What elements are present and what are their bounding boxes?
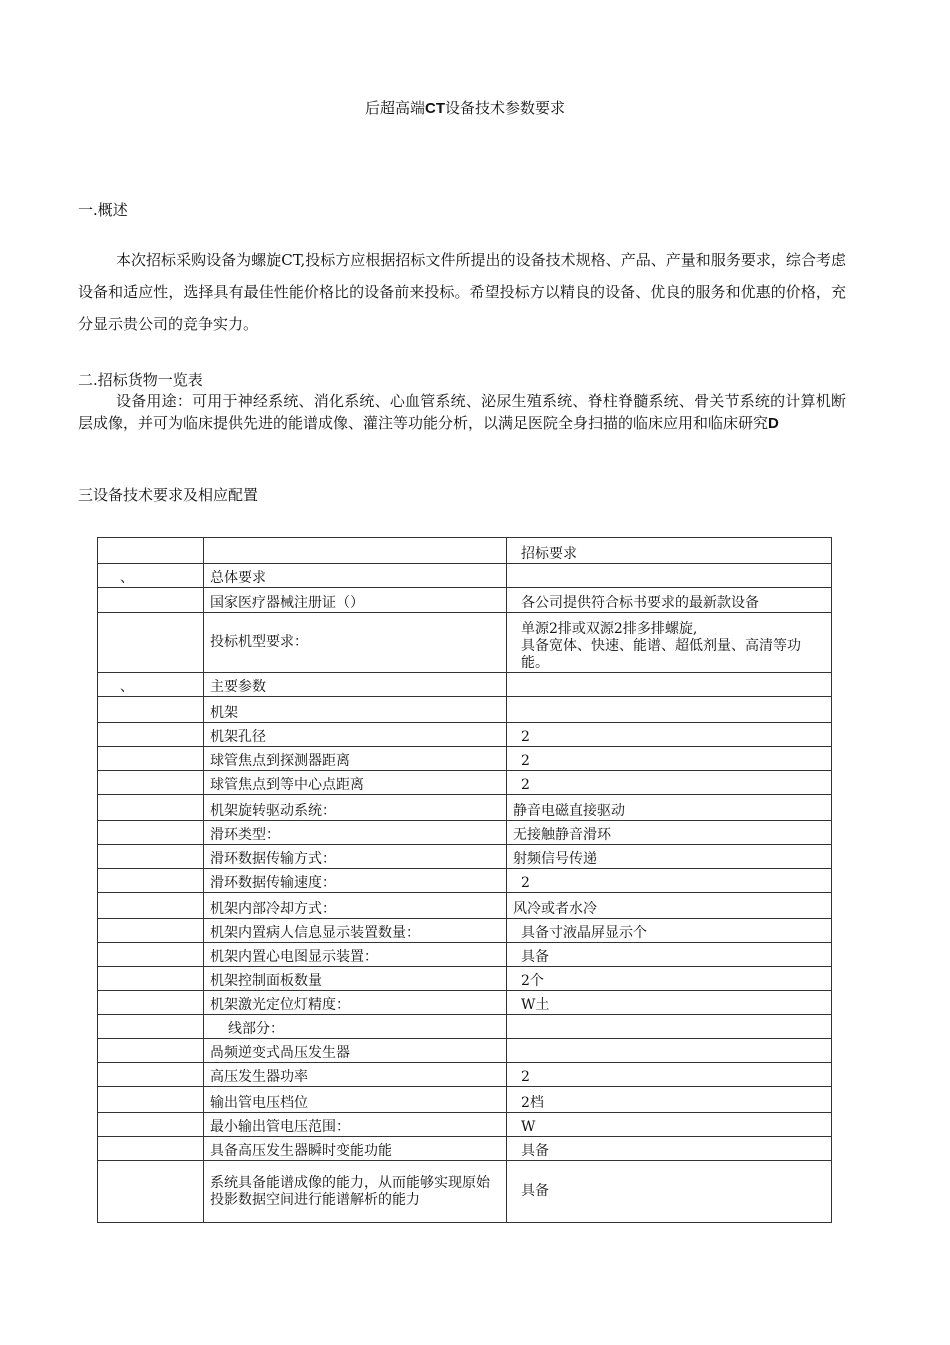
table-cell-marker bbox=[98, 919, 204, 943]
table-cell-marker bbox=[98, 697, 204, 723]
table-cell-marker bbox=[98, 1087, 204, 1113]
table-cell-item: 滑环数据传输方式： bbox=[204, 845, 507, 869]
table-cell-item: 系统具备能谱成像的能力，从而能够实现原始投影数据空间进行能谱解析的能力 bbox=[204, 1161, 507, 1223]
table-cell-marker: 、 bbox=[98, 564, 204, 588]
table-row bbox=[98, 991, 832, 1015]
table-cell-requirement: 2 bbox=[507, 723, 832, 747]
table-cell-requirement: 各公司提供符合标书要求的最新款设备 bbox=[507, 588, 832, 613]
table-row bbox=[98, 893, 832, 919]
table-row bbox=[98, 771, 832, 795]
table-row bbox=[98, 1015, 832, 1039]
table-cell-requirement bbox=[507, 697, 832, 723]
table-cell-marker: 、 bbox=[98, 673, 204, 697]
table-row bbox=[98, 588, 832, 613]
table-cell-marker bbox=[98, 1039, 204, 1063]
table-header-row bbox=[98, 538, 832, 564]
table-row bbox=[98, 919, 832, 943]
table-cell-item: 国家医疗器械注册证（） bbox=[204, 588, 507, 613]
table-row bbox=[98, 869, 832, 893]
table-cell-marker bbox=[98, 893, 204, 919]
table-cell-item: 球管焦点到等中心点距离 bbox=[204, 771, 507, 795]
table-cell-requirement: 具备 bbox=[507, 1137, 832, 1161]
table-row bbox=[98, 747, 832, 771]
table-cell-requirement: 2个 bbox=[507, 967, 832, 991]
table-cell-requirement: W bbox=[507, 1113, 832, 1137]
table-cell-marker bbox=[98, 991, 204, 1015]
table-cell-requirement: 风冷或者水冷 bbox=[507, 893, 832, 919]
table-cell-requirement: 2 bbox=[507, 747, 832, 771]
table-cell-item: 主要参数 bbox=[204, 673, 507, 697]
table-row bbox=[98, 1161, 832, 1223]
table-cell-item: 投标机型要求： bbox=[204, 613, 507, 673]
table-cell-requirement: 具备寸液晶屏显示个 bbox=[507, 919, 832, 943]
table-row bbox=[98, 1087, 832, 1113]
table-cell-item: 咼频逆变式咼压发生器 bbox=[204, 1039, 507, 1063]
table-row bbox=[98, 697, 832, 723]
table-cell-marker bbox=[98, 845, 204, 869]
table-cell-item: 具备高压发生器瞬时变能功能 bbox=[204, 1137, 507, 1161]
table-row bbox=[98, 821, 832, 845]
table-row bbox=[98, 943, 832, 967]
table-cell-requirement: 2 bbox=[507, 869, 832, 893]
section1-body: 本次招标采购设备为螺旋CT,投标方应根据招标文件所提出的设备技术规格、产品、产量和服务要求，综合考虑设备和适应性，选择具有最佳性能价格比的设备前来投标。希望投标方以精良的设备、优良的服务和优惠的价格，充分显示贵公司的竞争实力。 bbox=[78, 251, 846, 333]
table-cell-item: 滑环类型： bbox=[204, 821, 507, 845]
table-cell-item: 机架内部冷却方式： bbox=[204, 893, 507, 919]
table-row bbox=[98, 1039, 832, 1063]
table-cell-item: 机架旋转驱动系统： bbox=[204, 795, 507, 821]
table-cell-requirement: W土 bbox=[507, 991, 832, 1015]
table-cell-marker bbox=[98, 1063, 204, 1087]
table-row bbox=[98, 795, 832, 821]
table-row bbox=[98, 564, 832, 588]
table-cell-item: 机架内置病人信息显示装置数量： bbox=[204, 919, 507, 943]
title-ct: CT bbox=[425, 100, 445, 117]
table-row bbox=[98, 673, 832, 697]
table-row bbox=[98, 723, 832, 747]
table-cell-marker bbox=[98, 723, 204, 747]
table-cell-marker bbox=[98, 1161, 204, 1223]
table-cell-marker bbox=[98, 771, 204, 795]
section1-heading: 一.概述 bbox=[78, 201, 128, 219]
table-row bbox=[98, 967, 832, 991]
table-cell-marker bbox=[98, 747, 204, 771]
table-cell-requirement: 2 bbox=[507, 1063, 832, 1087]
table-cell-item: 最小输出管电压范围： bbox=[204, 1113, 507, 1137]
table-cell-requirement bbox=[507, 673, 832, 697]
table-row bbox=[98, 613, 832, 673]
table-cell-marker bbox=[98, 1015, 204, 1039]
table-cell-requirement bbox=[507, 1039, 832, 1063]
table-cell-item: 机架内置心电图显示装置： bbox=[204, 943, 507, 967]
table-cell-item: 机架 bbox=[204, 697, 507, 723]
table-cell-item: 机架激光定位灯精度： bbox=[204, 991, 507, 1015]
table-row bbox=[98, 1113, 832, 1137]
document-title: 后超高端CT设备技术参数要求 bbox=[364, 99, 566, 117]
table-cell-item: 滑环数据传输速度： bbox=[204, 869, 507, 893]
section2-heading: 二.招标货物一览表 bbox=[78, 371, 203, 389]
table-cell-requirement bbox=[507, 1015, 832, 1039]
table-cell-requirement: 具备 bbox=[507, 1161, 832, 1223]
table-cell-marker bbox=[98, 613, 204, 673]
table-cell-requirement: 射频信号传递 bbox=[507, 845, 832, 869]
table-cell-marker bbox=[98, 967, 204, 991]
table-cell-requirement: 单源2排或双源2排多排螺旋, 具备宽体、快速、能谱、超低剂量、高清等功能。 bbox=[507, 613, 832, 673]
table-cell-marker bbox=[98, 795, 204, 821]
table-cell-marker bbox=[98, 588, 204, 613]
table-cell-marker bbox=[98, 821, 204, 845]
section2-body: 设备用途：可用于神经系统、消化系统、心血管系统、泌尿生殖系统、脊柱脊髓系统、骨关节系统的计算机断层成像，并可为临床提供先进的能谱成像、灌注等功能分析，以满足医院全身扫描的临床应用和临床研究D bbox=[78, 392, 846, 432]
table-cell-requirement: 无接触静音滑环 bbox=[507, 821, 832, 845]
table-header-requirement: 招标要求 bbox=[507, 538, 832, 564]
table-cell-marker bbox=[98, 1113, 204, 1137]
table-cell-requirement: 2 bbox=[507, 771, 832, 795]
table-row bbox=[98, 1137, 832, 1161]
table-cell-requirement: 具备 bbox=[507, 943, 832, 967]
table-cell-item: 球管焦点到探测器距离 bbox=[204, 747, 507, 771]
table-cell-requirement: 静音电磁直接驱动 bbox=[507, 795, 832, 821]
table-cell-item: 高压发生器功率 bbox=[204, 1063, 507, 1087]
table-cell-item: 线部分： bbox=[204, 1015, 507, 1039]
table-cell bbox=[204, 538, 507, 564]
table-cell-item: 机架控制面板数量 bbox=[204, 967, 507, 991]
table-cell-requirement bbox=[507, 564, 832, 588]
table-row bbox=[98, 1063, 832, 1087]
table-cell-marker bbox=[98, 869, 204, 893]
table-cell-item: 总体要求 bbox=[204, 564, 507, 588]
table-cell-marker bbox=[98, 1137, 204, 1161]
table-row bbox=[98, 845, 832, 869]
table-cell-item: 机架孔径 bbox=[204, 723, 507, 747]
section3-heading: 三设备技术要求及相应配置 bbox=[78, 486, 259, 504]
section2-tail: D bbox=[768, 415, 779, 432]
table-cell bbox=[98, 538, 204, 564]
table-cell-item: 输出管电压档位 bbox=[204, 1087, 507, 1113]
table-cell-requirement: 2档 bbox=[507, 1087, 832, 1113]
spec-table bbox=[97, 537, 832, 1223]
table-cell-marker bbox=[98, 943, 204, 967]
